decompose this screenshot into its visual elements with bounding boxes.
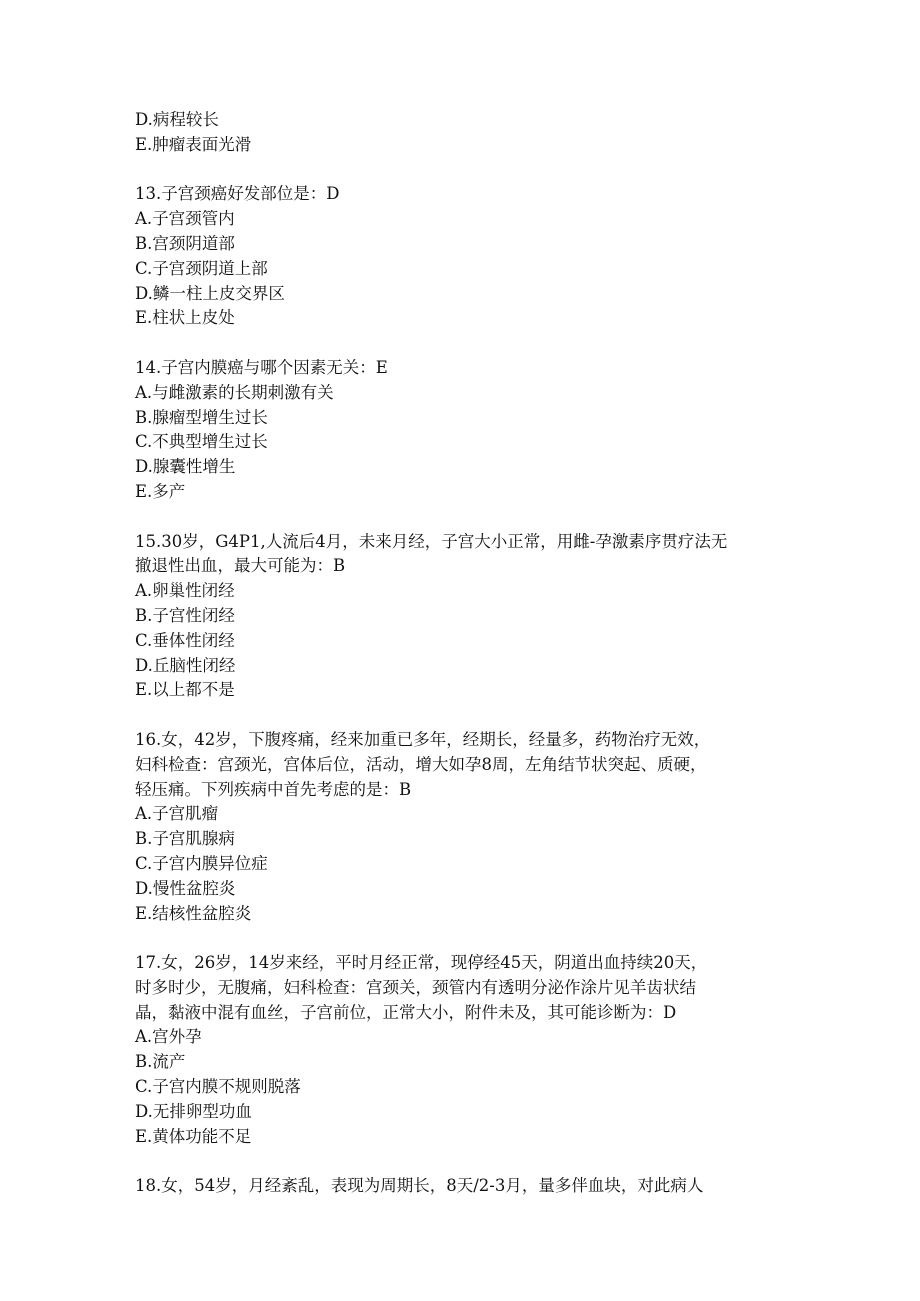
paragraph-gap — [135, 505, 795, 530]
option-line: C.垂体性闭经 — [135, 630, 235, 650]
document-body — [135, 108, 795, 1199]
question-stem: 16.女，42岁，下腹疼痛，经来加重已多年，经期长，经量多，药物治疗无效， — [135, 729, 711, 749]
option-line: D.腺囊性增生 — [135, 457, 236, 477]
option-line: A.卵巢性闭经 — [135, 581, 235, 601]
question-stem: 17.女，26岁，14岁来经，平时月经正常，现停经45天，阴道出血持续20天， — [135, 953, 708, 973]
question-13 — [135, 182, 795, 331]
option-line: B.腺瘤型增生过长 — [135, 407, 268, 427]
option-line: C.子宫内膜不规则脱落 — [135, 1077, 301, 1097]
paragraph-gap — [135, 926, 795, 951]
paragraph-gap — [135, 1149, 795, 1174]
option-line: E.肿瘤表面光滑 — [135, 134, 252, 154]
question-15 — [135, 530, 795, 704]
option-line: E.黄体功能不足 — [135, 1126, 252, 1146]
question-stem: 时多时少，无腹痛，妇科检查：宫颈关，颈管内有透明分泌作涂片见羊齿状结 — [135, 977, 696, 997]
question-14 — [135, 356, 795, 505]
option-line: B.子宫肌腺病 — [135, 829, 235, 849]
question-stem: 轻压痛。下列疾病中首先考虑的是：B — [135, 779, 412, 799]
option-line: C.不典型增生过长 — [135, 432, 268, 452]
question-stem: 18.女，54岁，月经紊乱，表现为周期长，8天/2-3月，量多伴血块，对此病人 — [135, 1176, 704, 1196]
option-line: E.多产 — [135, 481, 186, 501]
question-16 — [135, 728, 795, 926]
question-stem: 14.子宫内膜癌与哪个因素无关：E — [135, 357, 388, 377]
question-17 — [135, 951, 795, 1149]
option-line: E.柱状上皮处 — [135, 308, 235, 328]
option-line: B.宫颈阴道部 — [135, 233, 235, 253]
previous-question-tail — [135, 108, 795, 158]
option-line: D.鳞一柱上皮交界区 — [135, 283, 285, 303]
paragraph-gap — [135, 331, 795, 356]
option-line: C.子宫颈阴道上部 — [135, 258, 268, 278]
question-stem: 撤退性出血，最大可能为：B — [135, 556, 346, 576]
option-line: A.子宫颈管内 — [135, 209, 235, 229]
option-line: D.慢性盆腔炎 — [135, 878, 236, 898]
option-line: D.丘脑性闭经 — [135, 655, 236, 675]
paragraph-gap — [135, 158, 795, 183]
option-line: B.流产 — [135, 1052, 186, 1072]
paragraph-gap — [135, 703, 795, 728]
option-line: D.无排卵型功血 — [135, 1101, 252, 1121]
option-line: E.结核性盆腔炎 — [135, 903, 252, 923]
question-stem: 晶，黏液中混有血丝，子宫前位，正常大小，附件未及，其可能诊断为：D — [135, 1002, 677, 1022]
question-stem: 13.子宫颈癌好发部位是：D — [135, 184, 340, 204]
question-stem: 妇科检查：宫颈光，宫体后位，活动，增大如孕8周，左角结节状突起、质硬， — [135, 754, 707, 774]
option-line: E.以上都不是 — [135, 680, 235, 700]
question-18 — [135, 1174, 795, 1199]
option-line: A.子宫肌瘤 — [135, 804, 219, 824]
option-line: B.子宫性闭经 — [135, 605, 235, 625]
question-stem: 15.30岁，G4P1,人流后4月，未来月经，子宫大小正常，用雌-孕激素序贯疗法无 — [135, 531, 728, 551]
option-line: A.与雌激素的长期刺激有关 — [135, 382, 334, 402]
option-line: C.子宫内膜异位症 — [135, 853, 268, 873]
option-line: A.宫外孕 — [135, 1027, 202, 1047]
option-line: D.病程较长 — [135, 110, 219, 129]
